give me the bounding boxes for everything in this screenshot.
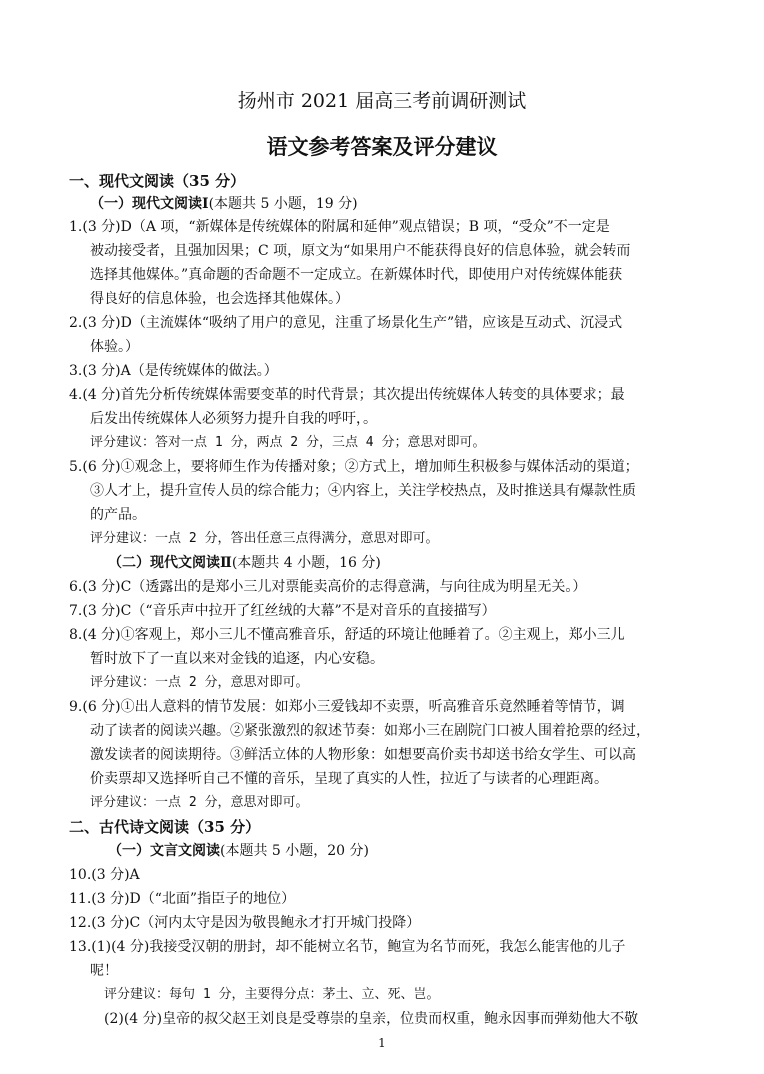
answer-line: 3.(3 分)A（是传统媒体的做法。） — [69, 363, 278, 379]
answer-line: 12.(3 分)C（河内太守是因为敬畏鲍永才打开城门投降） — [69, 915, 421, 931]
answer-line: (2)(4 分)皇帝的叔父赵王刘良是受尊崇的皇亲，位贵而权重，鲍永因事而弹劾他大不敬 — [104, 1011, 639, 1027]
section-heading-classical-reading: 二、古代诗文阅读（35 分） — [69, 818, 261, 836]
answer-line: 后发出传统媒体人必须努力提升自我的呼吁，。 — [90, 411, 377, 427]
section-heading-modern-reading: 一、现代文阅读（35 分） — [69, 172, 246, 190]
answer-line: 价卖票却又选择听自己不懂的音乐，呈现了真实的人性，拉近了与读者的心理距离。 — [90, 771, 608, 787]
answer-line: 激发读者的阅读期待。③鲜活立体的人物形象：如想要高价卖书却送书给女学生、可以高 — [90, 747, 636, 763]
answer-line: 动了读者的阅读兴趣。②紧张激烈的叙述节奏：如郑小三在剧院门口被人围着抢票的经过， — [90, 723, 650, 739]
answer-line: 5.(6 分)①观念上，要将师生作为传播对象；②方式上，增加师生积极参与媒体活动的渠道； — [69, 459, 639, 475]
answer-line: 选择其他媒体。”真命题的否命题不一定成立。在新媒体时代，即使用户对传统媒体能获 — [90, 267, 623, 283]
answer-line: 暂时放下了一直以来对金钱的追逐，内心安稳。 — [90, 651, 384, 667]
answer-line: 13.(1)(4 分)我接受汉朝的册封，却不能树立名节，鲍宣为名节而死，我怎么能害他的儿子 — [69, 939, 626, 955]
answer-line: 9.(6 分)①出人意料的情节发展：如郑小三爱钱却不卖票，听高雅音乐竟然睡着等情节，调 — [69, 699, 625, 715]
page-number: 1 — [378, 1036, 386, 1050]
document-title: 扬州市 2021 届高三考前调研测试 — [237, 90, 527, 112]
subsection-detail: (本题共 5 小题，20 分) — [220, 843, 369, 859]
answer-line: 呢！ — [90, 963, 118, 979]
answer-line: 4.(4 分)首先分析传统媒体需要变革的时代背景；其次提出传统媒体人转变的具体要求；最 — [69, 387, 625, 403]
subsection-title: （一）文言文阅读 — [108, 843, 220, 859]
scoring-note: 评分建议：一点 2 分，意思对即可。 — [90, 675, 309, 690]
answer-line: 10.(3 分)A — [69, 867, 140, 883]
subsection-title: （一）现代文阅读Ⅰ — [90, 196, 209, 212]
subsection-detail: (本题共 5 小题，19 分) — [208, 196, 358, 212]
subsection-modern-reading-1 — [90, 193, 358, 215]
answer-line: 2.(3 分)D（主流媒体“吸纳了用户的意见，注重了场景化生产”错，应该是互动式、沉浸式 — [69, 315, 623, 331]
answer-line: ③人才上，提升宣传人员的综合能力；④内容上，关注学校热点，及时推送具有爆款性质 — [90, 483, 636, 499]
answer-line: 7.(3 分)C（“音乐声中拉开了红丝绒的大幕”不是对音乐的直接描写） — [69, 603, 496, 619]
scoring-note: 评分建议：一点 2 分，答出任意三点得满分，意思对即可。 — [90, 531, 439, 546]
subsection-title: （二）现代文阅读Ⅱ — [108, 555, 232, 571]
answer-line: 得良好的信息体验，也会选择其他媒体。） — [90, 291, 349, 307]
subsection-modern-reading-2 — [108, 552, 381, 574]
answer-line: 被动接受者，且强加因果；C 项，原文为“如果用户不能获得良好的信息体验，就会转而 — [90, 243, 631, 259]
answer-line: 1.(3 分)D（A 项，“新媒体是传统媒体的附属和延伸”观点错误；B 项，“受众”不一定是 — [69, 219, 610, 235]
document-subtitle: 语文参考答案及评分建议 — [266, 134, 498, 159]
scoring-note: 评分建议：一点 2 分，意思对即可。 — [90, 795, 309, 810]
answer-line: 的产品。 — [90, 507, 146, 523]
subsection-detail: (本题共 4 小题，16 分) — [231, 555, 381, 571]
answer-line: 6.(3 分)C（透露出的是郑小三儿对票能卖高价的志得意满，与向往成为明星无关。） — [69, 579, 587, 595]
answer-line: 11.(3 分)D（“北面”指臣子的地位） — [69, 891, 296, 907]
answer-line: 8.(4 分)①客观上，郑小三儿不懂高雅音乐，舒适的环境让他睡着了。②主观上，郑小三儿 — [69, 627, 625, 643]
scoring-note: 评分建议：每句 1 分，主要得分点：茅土、立、死、岂。 — [104, 987, 440, 1002]
subsection-classical-prose — [108, 840, 369, 862]
answer-line: 体验。） — [90, 339, 139, 355]
scoring-note: 评分建议：答对一点 1 分，两点 2 分，三点 4 分；意思对即可。 — [90, 435, 486, 450]
